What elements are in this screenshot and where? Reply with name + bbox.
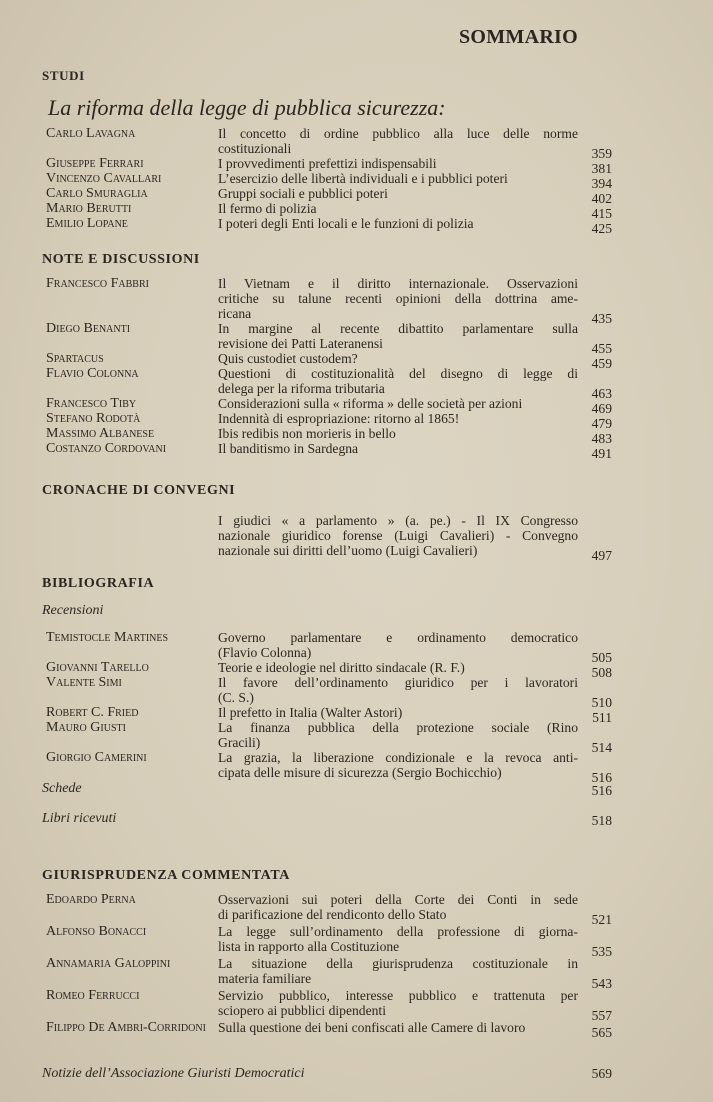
toc-section: [42, 481, 622, 563]
page-number: 514: [591, 740, 612, 755]
title-line: La legge sull’ordinamento della professione di giorna-: [218, 924, 578, 939]
entry-title: [218, 171, 578, 186]
entry-author: Flavio Colonna: [46, 366, 139, 381]
title-line: Governo parlamentare e ordinamento democratico: [218, 630, 578, 645]
entry-title: [218, 396, 578, 411]
toc-entry: [42, 810, 622, 840]
page-number: 469: [591, 401, 612, 416]
page-number: 516: [591, 770, 612, 785]
page-number: 463: [591, 386, 612, 401]
entry-title: [218, 126, 578, 156]
entry-author: Francesco Tiby: [46, 396, 137, 411]
entry-author: Valente Simi: [46, 675, 122, 690]
title-line: nazionale giuridico forense (Luigi Cavalieri) - Convegno: [218, 528, 578, 543]
entry-label: Libri ricevuti: [42, 811, 117, 826]
entry-author: Annamaria Galoppini: [46, 956, 171, 971]
toc-entry: [42, 780, 622, 810]
page-number: 510: [591, 695, 612, 710]
entry-author: Costanzo Cordovani: [46, 441, 167, 456]
page-number: 518: [591, 813, 612, 828]
page-number: 505: [591, 650, 612, 665]
page-number: 508: [591, 665, 612, 680]
toc-entry: [42, 660, 622, 680]
title-line: (Flavio Colonna): [218, 645, 312, 660]
title-line: Osservazioni sui poteri della Corte dei Conti in sede: [218, 892, 578, 907]
page-number: 483: [591, 431, 612, 446]
footer-item: [42, 1066, 612, 1082]
toc-section: [42, 574, 622, 840]
toc-entry: [42, 396, 622, 416]
entry-title: [218, 441, 578, 456]
entry-author: Francesco Fabbri: [46, 276, 149, 291]
entry-author: Giorgio Camerini: [46, 750, 147, 765]
page-number: 543: [591, 976, 612, 991]
section-heading: CRONACHE DI CONVEGNI: [42, 483, 236, 498]
entry-author: Temistocle Martines: [46, 630, 169, 645]
toc-entry: [42, 126, 622, 161]
entry-title: [218, 216, 578, 231]
toc-entry: [42, 750, 622, 785]
title-line: Indennità di espropriazione: ritorno al 1865!: [218, 411, 460, 426]
toc-entry: [42, 705, 622, 725]
entry-author: [42, 513, 218, 558]
title-line: I giudici « a parlamento » (a. pe.) - Il IX Congresso: [218, 513, 578, 528]
title-line: Questioni di costituzionalità del disegno di legge di: [218, 366, 578, 381]
section-sublabel: Recensioni: [42, 603, 104, 618]
section-heading: BIBLIOGRAFIA: [42, 576, 155, 591]
entry-title: [218, 366, 578, 396]
toc-entry: [42, 171, 622, 191]
toc-entry: [42, 156, 622, 176]
entry-author: Filippo De Ambri-Corridoni: [46, 1020, 206, 1035]
title-line: Il favore dell’ordinamento giuridico per i lavoratori: [218, 675, 578, 690]
entry-title: [218, 988, 578, 1018]
entry-author: Carlo Lavagna: [46, 126, 136, 141]
title-line: cipata delle misure di sicurezza (Sergio Bochicchio): [218, 765, 502, 780]
title-line: Il banditismo in Sardegna: [218, 441, 359, 456]
page-number: 479: [591, 416, 612, 431]
title-line: In margine al recente dibattito parlamentare sulla: [218, 321, 578, 336]
title-line: Gruppi sociali e pubblici poteri: [218, 186, 388, 201]
page-number: 459: [591, 356, 612, 371]
title-line: Il concetto di ordine pubblico alla luce delle norme: [218, 126, 578, 141]
entry-author: Emilio Lopane: [46, 216, 128, 231]
title-line: Considerazioni sulla « riforma » delle società per azioni: [218, 396, 523, 411]
toc-entry: [42, 201, 622, 221]
entry-author: Stefano Rodotà: [46, 411, 141, 426]
page-number: 381: [591, 161, 612, 176]
title-line: revisione dei Patti Lateranensi: [218, 336, 383, 351]
title-line: La situazione della giurisprudenza costituzionale in: [218, 956, 578, 971]
toc-entry: [42, 366, 622, 401]
title-line: Il prefetto in Italia (Walter Astori): [218, 705, 403, 720]
title-line: Il fermo di polizia: [218, 201, 317, 216]
toc-entry: [42, 720, 622, 755]
title-line: Gracili): [218, 735, 261, 750]
toc-entry: [42, 411, 622, 431]
entry-author: Giuseppe Ferrari: [46, 156, 144, 171]
entry-title: [218, 411, 578, 426]
title-line: nazionale sui diritti dell’uomo (Luigi Cavalieri): [218, 543, 478, 558]
entry-author: Carlo Smuraglia: [46, 186, 148, 201]
toc-entry: [42, 630, 622, 665]
entry-author: Romeo Ferrucci: [46, 988, 140, 1003]
entry-title: [218, 705, 578, 720]
entry-author: Alfonso Bonacci: [46, 924, 147, 939]
title-line: di parificazione del rendiconto dello Stato: [218, 907, 447, 922]
title-line: delega per la riforma tributaria: [218, 381, 385, 396]
page-number: 535: [591, 944, 612, 959]
page-number: 394: [591, 176, 612, 191]
title-line: L’esercizio delle libertà individuali e i pubblici poteri: [218, 171, 508, 186]
page-number: 402: [591, 191, 612, 206]
page-number: 455: [591, 341, 612, 356]
entry-author: Mario Berutti: [46, 201, 132, 216]
page-number: 569: [591, 1066, 612, 1081]
page-number: 516: [591, 783, 612, 798]
page-number: 425: [591, 221, 612, 236]
entry-title: [218, 675, 578, 705]
title-line: Quis custodiet custodem?: [218, 351, 358, 366]
entry-author: Edoardo Perna: [46, 892, 136, 907]
entry-title: [218, 956, 578, 986]
title-line: sciopero ai pubblici dipendenti: [218, 1003, 386, 1018]
toc-entry: [42, 441, 622, 461]
toc-entry: [42, 1020, 622, 1040]
footer-label: Notizie dell’Associazione Giuristi Democratici: [42, 1066, 305, 1081]
entry-author: Spartacus: [46, 351, 104, 366]
entry-title: [218, 1020, 578, 1035]
page-number: 557: [591, 1008, 612, 1023]
title-line: Teorie e ideologie nel diritto sindacale (R. F.): [218, 660, 465, 675]
page-number: 521: [591, 912, 612, 927]
section-heading: STUDI: [42, 68, 85, 83]
page-number: 511: [592, 710, 612, 725]
title-line: I provvedimenti prefettizi indispensabili: [218, 156, 437, 171]
toc-entry: [42, 321, 622, 356]
entry-title: [218, 924, 578, 954]
entry-title: [218, 630, 578, 660]
entry-title: [218, 351, 578, 366]
section-subheading: La riforma della legge di pubblica sicurezza:: [48, 95, 446, 120]
toc-entry: [42, 513, 622, 563]
page-number: 565: [591, 1025, 612, 1040]
entry-author: Massimo Albanese: [46, 426, 155, 441]
title-line: Servizio pubblico, interesse pubblico e trattenuta per: [218, 988, 578, 1003]
page-number: 491: [591, 446, 612, 461]
entry-title: [218, 276, 578, 321]
title-line: La finanza pubblica della protezione sociale (Rino: [218, 720, 578, 735]
entry-author: Robert C. Fried: [46, 705, 139, 720]
entry-title: [218, 513, 578, 558]
toc-entry: [42, 988, 622, 1023]
title-line: Il Vietnam e il diritto internazionale. Osservazioni: [218, 276, 578, 291]
title-line: Sulla questione dei beni confiscati alle Camere di lavoro: [218, 1020, 526, 1035]
entry-author: Giovanni Tarello: [46, 660, 149, 675]
entry-title: [218, 201, 578, 216]
entry-title: [218, 660, 578, 675]
toc-section: [42, 66, 622, 236]
title-line: ricana: [218, 306, 252, 321]
toc-entry: [42, 216, 622, 236]
entry-title: [218, 426, 578, 441]
title-line: Ibis redibis non morieris in bello: [218, 426, 396, 441]
entry-title: [218, 321, 578, 351]
title-line: critiche su talune recenti opinioni della dottrina ame-: [218, 291, 578, 306]
toc-entry: [42, 351, 622, 371]
entry-author: Diego Benanti: [46, 321, 131, 336]
toc-section: [42, 250, 622, 461]
section-heading: GIURISPRUDENZA COMMENTATA: [42, 868, 290, 883]
toc-entry: [42, 186, 622, 206]
title-line: I poteri degli Enti locali e le funzioni di polizia: [218, 216, 474, 231]
toc-entry: [42, 675, 622, 710]
title-line: costituzionali: [218, 141, 292, 156]
page-number: 435: [591, 311, 612, 326]
title-line: lista in rapporto alla Costituzione: [218, 939, 400, 954]
entry-title: [218, 156, 578, 171]
toc-entry: [42, 956, 622, 991]
entry-title: [218, 186, 578, 201]
toc-entry: [42, 924, 622, 959]
page-number: 359: [591, 146, 612, 161]
title-line: (C. S.): [218, 690, 254, 705]
page-number: 497: [591, 548, 612, 563]
page-title: SOMMARIO: [458, 26, 578, 48]
toc-section: [42, 866, 622, 1040]
toc-entry: [42, 892, 622, 927]
title-line: materia familiare: [218, 971, 312, 986]
entry-title: [218, 720, 578, 750]
toc-entry: [42, 276, 622, 326]
entry-label: Schede: [42, 781, 82, 796]
entry-author: Vincenzo Cavallari: [46, 171, 162, 186]
section-heading: NOTE E DISCUSSIONI: [42, 252, 200, 267]
title-line: La grazia, la liberazione condizionale e la revoca anti-: [218, 750, 578, 765]
page-number: 415: [591, 206, 612, 221]
entry-title: [218, 892, 578, 922]
toc-entry: [42, 426, 622, 446]
entry-author: Mauro Giusti: [46, 720, 126, 735]
entry-title: [218, 750, 578, 780]
